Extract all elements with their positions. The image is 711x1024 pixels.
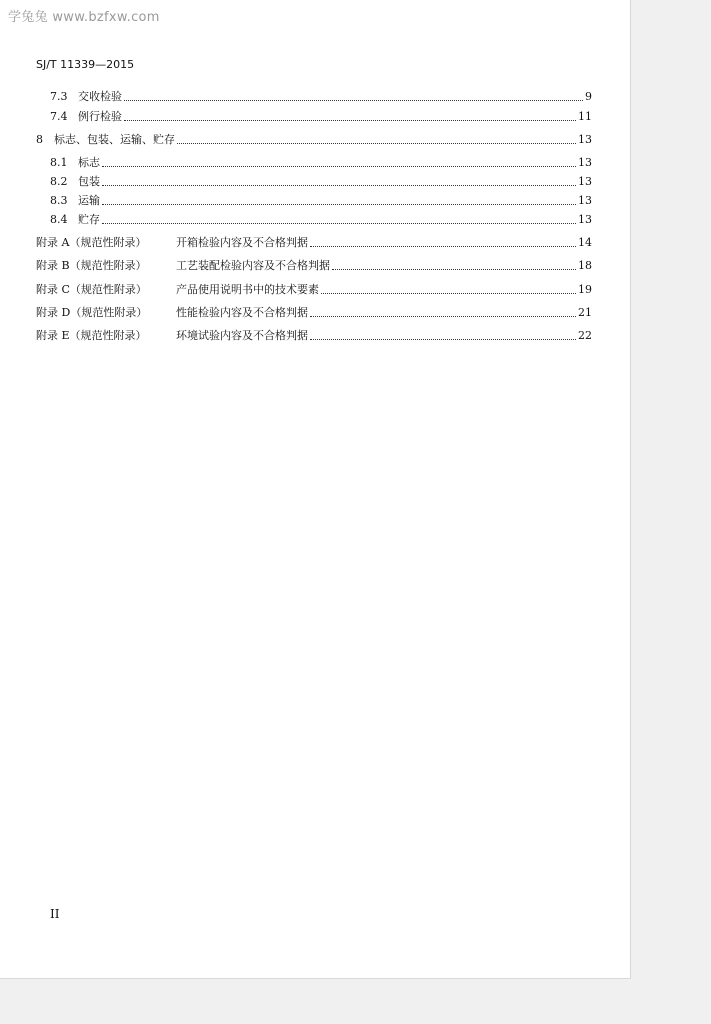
toc-entry-annex-e[interactable] (36, 327, 592, 343)
toc-entry-number: 附录 A（规范性附录） (36, 236, 147, 249)
document-code: SJ/T 11339—2015 (36, 58, 135, 71)
toc-dot-leader (102, 185, 576, 186)
toc-entry-title: 产品使用说明书中的技术要素 (176, 283, 319, 296)
toc-entry-title: 贮存 (78, 213, 100, 226)
toc-entry-title: 标志、包装、运输、贮存 (54, 133, 175, 146)
toc-entry-8-2[interactable] (50, 173, 592, 189)
toc-entry-page: 13 (578, 194, 592, 207)
toc-entry-annex-d[interactable] (36, 304, 592, 320)
toc-dot-leader (332, 269, 576, 270)
toc-dot-leader (310, 339, 576, 340)
toc-entry-number: 8.3 (50, 194, 68, 207)
watermark: 学兔兔 www.bzfxw.com (8, 10, 160, 25)
toc-entry-8-3[interactable] (50, 192, 592, 208)
toc-dot-leader (102, 223, 576, 224)
toc-dot-leader (177, 143, 576, 144)
toc-entry-title: 性能检验内容及不合格判据 (176, 306, 308, 319)
toc-entry-8-4[interactable] (50, 211, 592, 227)
toc-entry-title: 工艺装配检验内容及不合格判据 (176, 259, 330, 272)
toc-dot-leader (321, 293, 576, 294)
toc-entry-page: 11 (578, 110, 592, 123)
toc-entry-title: 环境试验内容及不合格判据 (176, 329, 308, 342)
toc-entry-title: 包装 (78, 175, 100, 188)
toc-entry-number: 7.3 (50, 90, 68, 103)
toc-entry-page: 13 (578, 156, 592, 169)
toc-entry-number: 8 (36, 133, 43, 146)
toc-entry-page: 9 (585, 90, 592, 103)
toc-dot-leader (310, 316, 576, 317)
toc-entry-number: 8.1 (50, 156, 68, 169)
toc-entry-page: 13 (578, 175, 592, 188)
toc-entry-number: 附录 E（规范性附录） (36, 329, 147, 342)
toc-entry-number: 附录 C（规范性附录） (36, 283, 147, 296)
toc-entry-page: 21 (578, 306, 592, 319)
page-number: II (50, 907, 60, 921)
toc-entry-page: 22 (578, 329, 592, 342)
toc-dot-leader (310, 246, 576, 247)
toc-entry-page: 13 (578, 133, 592, 146)
toc-entry-page: 18 (578, 259, 592, 272)
toc-entry-number: 附录 D（规范性附录） (36, 306, 148, 319)
toc-entry-page: 13 (578, 213, 592, 226)
toc-dot-leader (102, 204, 576, 205)
toc-entry-annex-a[interactable] (36, 234, 592, 250)
toc-entry-title: 例行检验 (78, 110, 122, 123)
toc-entry-title: 交收检验 (78, 90, 122, 103)
toc-entry-number: 7.4 (50, 110, 68, 123)
toc-entry-8-1[interactable] (50, 154, 592, 170)
toc-entry-page: 19 (578, 283, 592, 296)
toc-entry-number: 8.2 (50, 175, 68, 188)
toc-entry-7-3[interactable] (50, 88, 592, 104)
toc-entry-7-4[interactable] (50, 108, 592, 124)
toc-entry-page: 14 (578, 236, 592, 249)
toc-entry-8[interactable] (36, 131, 592, 147)
toc-entry-title: 标志 (78, 156, 100, 169)
toc-dot-leader (102, 166, 576, 167)
toc-entry-annex-b[interactable] (36, 257, 592, 273)
toc-dot-leader (124, 120, 576, 121)
toc-entry-number: 附录 B（规范性附录） (36, 259, 147, 272)
toc-dot-leader (124, 100, 583, 101)
toc-entry-title: 运输 (78, 194, 100, 207)
toc-entry-annex-c[interactable] (36, 281, 592, 297)
toc-entry-title: 开箱检验内容及不合格判据 (176, 236, 308, 249)
toc-entry-number: 8.4 (50, 213, 68, 226)
